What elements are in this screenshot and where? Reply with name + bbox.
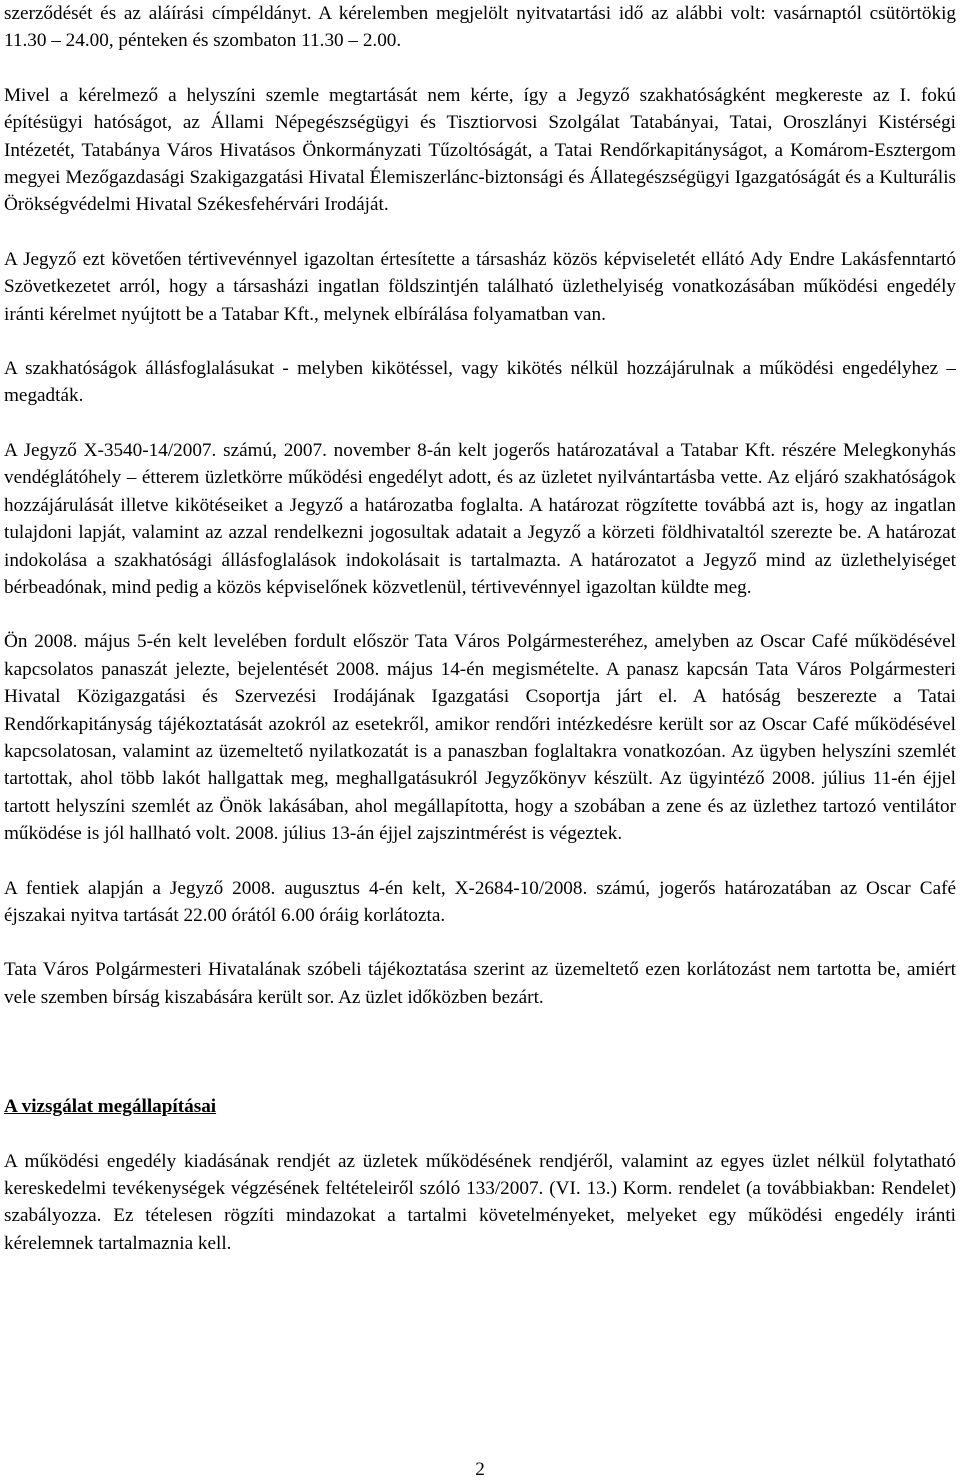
paragraph-restriction: A fentiek alapján a Jegyző 2008. augusztus 4-én kelt, X-2684-10/2008. számú, jogerős határozatában az Oscar Café éjszakai nyitva tartását 22.00 órától 6.00 óráig korlátozta. <box>4 877 956 926</box>
paragraph-gap <box>4 929 956 956</box>
section-gap <box>4 1011 956 1093</box>
paragraph-permit-decision: A Jegyző X-3540-14/2007. számú, 2007. november 8-án kelt jogerős határozatával a Tatabar Kft. részére Melegkonyhás vendéglátóhely – étterem üzletkörre működési engedélyt adott, és az üzletet nyilvántartásba vette. Az eljáró szakhatóságok hozzájárulását illetve kikötéseiket a Jegyző a határozatba foglalta. A határozat rögzítette továbbá azt is, hogy az ingatlan tulajdoni lapját, valamint az azzal rendelkezni jogosultak adatait a Jegyző a körzeti földhivataltól szerezte be. A határozat indokolása a szakhatósági állásfoglalások indokolásait is tartalmazta. A határozatot a Jegyző mind az üzlethelyiséget bérbeadónak, mind pedig a közös képviselőnek közvetlenül, tértivevénnyel igazoltan küldte meg. <box>4 439 956 598</box>
paragraph-gap <box>4 601 956 628</box>
paragraph-regulation: A működési engedély kiadásának rendjét az üzletek működésének rendjéről, valamint az egyes üzlet nélkül folytatható kereskedelmi tevékenységek végzésének feltételeiről szóló 133/2007. (VI. 13.) Korm. rendelet (a továbbiakban: Rendelet) szabályozza. Ez tételesen rögzíti mindazokat a tartalmi követelményeket, melyeket egy működési engedély iránti kérelemnek tartalmaznia kell. <box>4 1150 956 1254</box>
section-heading: A vizsgálat megállapításai <box>4 1096 217 1118</box>
paragraph-opening-hours: szerződését és az aláírási címpéldányt. A kérelemben megjelölt nyitvatartási idő az alábbi volt: vasárnaptól csütörtökig 11.30 – 24.00, pénteken és szombaton 11.30 – 2.00. <box>4 3 956 52</box>
paragraph-notification: A Jegyző ezt követően tértivevénnyel igazoltan értesítette a társasház közös képviseletét ellátó Ady Endre Lakásfenntartó Szövetkezetet arról, hogy a társasházi ingatlan földszintjén található üzlethelyiség vonatkozásában működési engedély iránti kérelmet nyújtott be a Tatabar Kft., melynek elbírálása folyamatban van. <box>4 248 956 325</box>
paragraph-authorities: Mivel a kérelmező a helyszíni szemle megtartását nem kérte, így a Jegyző szakhatóságként megkereste az I. fokú építésügyi hatóságot, az Állami Népegészségügyi és Tisztiorvosi Szolgálat Tatabányai, Tatai, Oroszlányi Kistérségi Intézetét, Tatabánya Város Hivatásos Önkormányzati Tűzoltóságát, a Tatai Rendőrkapitányságot, a Komárom-Esztergom megyei Mezőgazdasági Szakigazgatási Hivatal Élemiszerlánc-biztonsági és Állategészségügyi Igazgatóságát és a Kulturális Örökségvédelmi Hivatal Székesfehérvári Irodáját. <box>4 84 956 216</box>
paragraph-gap <box>4 55 956 82</box>
paragraph-fine: Tata Város Polgármesteri Hivatalának szóbeli tájékoztatása szerint az üzemeltető ezen korlátozást nem tartotta be, amiért vele szemben bírság kiszabására került sor. Az üzlet időközben bezárt. <box>4 959 956 1008</box>
paragraph-gap <box>4 410 956 437</box>
paragraph-gap <box>4 848 956 875</box>
paragraph-gap <box>4 1121 956 1148</box>
paragraph-gap <box>4 219 956 246</box>
paragraph-gap <box>4 328 956 355</box>
paragraph-consents: A szakhatóságok állásfoglalásukat - melyben kikötéssel, vagy kikötés nélkül hozzájárulnak a működési engedélyhez – megadták. <box>4 358 956 407</box>
document-page <box>4 0 956 1257</box>
page-number: 2 <box>475 1459 485 1480</box>
paragraph-complaint: Ön 2008. május 5-én kelt levelében fordult először Tata Város Polgármesteréhez, amelyben az Oscar Café működésével kapcsolatos panaszát jelezte, bejelentését 2008. május 14-én megismételte. A panasz kapcsán Tata Város Polgármesteri Hivatal Közigazgatási és Szervezési Irodájának Igazgatási Csoportja járt el. A hatóság beszerezte a Tatai Rendőrkapitányság tájékoztatását azokról az esetekről, amikor rendőri intézkedésre került sor az Oscar Café működésével kapcsolatosan, valamint az üzemeltető nyilatkozatát is a panaszban foglaltakra vonatkozóan. Az ügyben helyszíni szemlét tartottak, ahol több lakót hallgattak meg, meghallgatásukról Jegyzőkönyv készült. Az ügyintéző 2008. július 11-én éjjel tartott helyszíni szemlét az Önök lakásában, ahol megállapította, hogy a szobában a zene és az üzlethez tartozó ventilátor működése is jól hallható volt. 2008. július 13-án éjjel zajszintmérést is végeztek. <box>4 631 956 845</box>
